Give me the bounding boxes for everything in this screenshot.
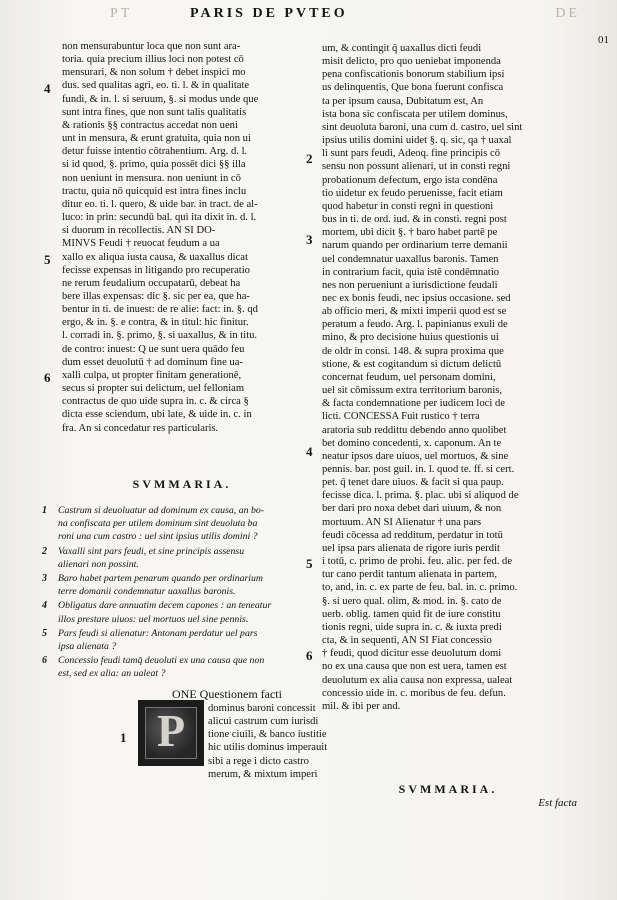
folio-number: 01: [598, 34, 609, 46]
text-line: mortuum. AN SI Alienatur † una pars: [322, 516, 482, 528]
text-line: & rationis §§ contractus accedat non ueni: [62, 119, 238, 131]
margin-number: 2: [306, 151, 313, 166]
text-line: ne rerum feudalium occupatarū, debeat ha: [62, 277, 241, 289]
text-line: tione ciuili, & banco iustitie: [208, 729, 327, 741]
text-line: si id quod, §. primo, quia possēt dici §§ illa: [62, 159, 246, 171]
text-line: ipsius utilis domini uidet §. q. sic, qa † uaxal: [322, 135, 512, 147]
text-line: non mensurabuntur loca que non sunt ara-: [62, 41, 241, 52]
text-line: fra. An si concedatur res particularis.: [62, 422, 219, 434]
summary-line: Obligatus dare annuatim decem capones : an teneatur: [58, 600, 272, 612]
text-line: alicui castrum cum iurisdi: [208, 716, 319, 728]
decorated-initial: [138, 700, 204, 766]
text-line: licti. CONCESSA Fuit rustico † terra: [322, 411, 480, 423]
text-line: dicta esse sciendum, ubi late, & uide in. c. in: [62, 409, 252, 421]
right-column-text: [322, 42, 574, 713]
header-right: DE: [555, 6, 580, 21]
text-line: in contrarium facit, quia istē condēmnatio: [322, 266, 500, 278]
running-header: [110, 6, 580, 26]
text-line: nec ex bonis feudi, nec ipsius occasione. sed: [322, 292, 511, 304]
text-line: de oldr in consi. 148. & supra proxima que: [322, 345, 504, 357]
catchword: Est facta: [538, 797, 577, 809]
text-line: to, and, in. c. ex parte de feu. bal. in. c. primo.: [322, 582, 518, 594]
text-line: tur cano perdit tantum alienata in partem,: [322, 569, 498, 581]
text-line: uel sit cōmissum extra territorium baronis,: [322, 385, 503, 397]
margin-number: 6: [44, 370, 51, 385]
text-line: xalli culpa, ut propter finitam generationē,: [62, 369, 242, 381]
summary-line: illos prestare uiuos: uel mortuos uel sine pennis.: [58, 613, 249, 625]
text-line: dominus baroni concessit: [208, 703, 316, 714]
text-line: dus. sed qualitas agri, eo. ti. l. & in qualitate: [62, 80, 250, 92]
text-line: tio uidetur ex feudo peruenisse, facit etiam: [322, 187, 503, 199]
text-line: ergo, & in. §. e contra, & in titul: hic finitur.: [62, 317, 249, 329]
text-line: misit delicto, pro quo ueniebat imponenda: [322, 56, 501, 68]
summary-line: alienari non possint.: [58, 558, 139, 570]
text-line: † feudi, quod dicitur esse deuolutum domi: [322, 648, 502, 660]
text-line: unt in mensura, & erunt gratuita, quia non ui: [62, 133, 251, 145]
text-line: deuolutum ex alia causa non expressa, ualeat: [322, 674, 513, 686]
text-line: narum quando per ordinarium terre demanii: [322, 240, 508, 252]
margin-number: 4: [306, 444, 313, 459]
summary-number: 4: [42, 600, 47, 612]
text-line: sibi a rege i dicto castro: [208, 755, 309, 767]
text-line: luco: in prin: secundū bal. qui ita dixit in. d. l.: [62, 212, 257, 224]
text-line: uel ipsa pars alienata de rigore iuris perdit: [322, 542, 500, 554]
opening-line: ONE Questionem facti: [172, 687, 282, 701]
text-line: non ueniunt in mensura. non ueniunt in cō: [62, 172, 241, 184]
text-line: §. si uero qual. olim, & mod. in. §. cato de: [322, 595, 502, 607]
text-line: nes non perueniunt a iurisdictione feudali: [322, 279, 498, 291]
text-line: li sunt pars feudi, Adeoq. fine principis cō: [322, 148, 500, 160]
margin-number: 1: [120, 730, 127, 745]
text-line: bus in ti. de ord. iud. & in consti. regni post: [322, 214, 507, 226]
summary-number: 6: [42, 655, 47, 667]
text-line: concessio uide in. c. moribus de feu. defun.: [322, 687, 506, 699]
left-column-text: [62, 40, 302, 435]
summary-number: 3: [42, 573, 47, 584]
text-line: neatur ipsos dare uiuos, uel mortuos, & sine: [322, 450, 509, 462]
summaria-heading-left: SVMMARIA.: [132, 477, 232, 491]
text-line: mensurari, & non solum † debet inspici mo: [62, 67, 246, 79]
text-line: ista bona sic confiscata per utilem dominus,: [322, 108, 508, 120]
text-line: pennis. bar. post guil. in. l. quod te. ff. si cert.: [322, 464, 515, 475]
summary-number: 2: [42, 545, 47, 557]
text-line: mino, & pro decisione huius questionis ui: [322, 332, 499, 344]
text-line: i totū, c. primo de prohi. feu. alic. per fed. de: [322, 556, 513, 568]
text-line: tractu, quia nō quicquid est intra fines inclu: [62, 185, 247, 197]
text-line: de contro: inuest: Q ue sunt uera quādo feu: [62, 343, 245, 355]
text-line: sint deuoluta baroni, una cum d. castro, uel sint: [322, 121, 523, 133]
text-line: mortem, ubi dicit §. † baro habet partē pe: [322, 227, 498, 239]
header-title: PARIS DE PVTEO: [190, 6, 348, 21]
text-line: xallo ex aliqua iusta causa, & uaxallus dicat: [62, 251, 248, 263]
text-line: peratum a feudo. Arg. l. papinianus exuli de: [322, 319, 508, 331]
text-line: us delinquentis, Que bona fuerunt confisca: [322, 82, 504, 94]
text-line: uerb. oblig. tamen quid fit de iure constitu: [322, 608, 501, 620]
text-line: toria. quia precium illius loci non potest cō: [62, 54, 244, 66]
margin-number: 4: [44, 81, 51, 96]
text-line: mil. & ibi per and.: [322, 700, 401, 712]
summaria-heading-right: SVMMARIA.: [398, 782, 498, 796]
text-line: aratoria sub reddittu debendo anno quolibet: [322, 424, 507, 436]
summary-line: Pars feudi si alienatur: Antonam perdatur uel pars: [58, 627, 258, 639]
text-line: quod habetur in consti regni in questioni: [322, 200, 494, 212]
text-line: si duorum in recollectis. AN SI DO-: [62, 225, 216, 237]
summary-number: 5: [42, 627, 47, 639]
text-line: secus si propter sui delictum, uel felloniam: [62, 383, 245, 395]
text-line: cta, & in sequenti, AN SI Fiat concessio: [322, 635, 492, 647]
text-line: & facta condemnatione per iudicem loci de: [322, 398, 505, 410]
text-line: fecisse expensas in litigando pro recuperatio: [62, 264, 250, 276]
text-line: ber dari pro noxa debet dari uiuum, & non: [322, 503, 502, 515]
summary-line: Concessio feudi tamq̄ deuoluti ex una causa que non: [58, 655, 265, 667]
text-line: sensu non possunt alienari, ut in consti regni: [322, 161, 511, 173]
margin-number: 5: [44, 252, 51, 267]
text-line: pena confiscationis bonorum stabilium ipsi: [322, 69, 505, 81]
text-line: hic utilis dominus imperauit: [208, 742, 328, 754]
text-line: bere illas expensas: dic §. sic per ea, que ha-: [62, 290, 250, 302]
initial-letter: P: [156, 705, 186, 756]
text-line: merum, & mixtum imperi: [208, 768, 318, 780]
text-line: sunt intra fines, que non sunt talis qualitatis: [62, 106, 247, 118]
text-line: MINVS Feudi † reuocat feudum a ua: [62, 238, 220, 250]
text-line: dum esset deuolutū † ad dominum fine ua-: [62, 356, 243, 368]
text-line: ta per ipsum causa, Dubitatum est, An: [322, 95, 484, 107]
text-line: probationum defectum, ergo ista condēna: [322, 174, 498, 186]
text-line: fundi, & in. l. si seruum, §. si modus unde que: [62, 93, 259, 105]
summary-line: na confiscata per utilem dominum sint deuoluta ba: [58, 518, 258, 530]
text-line: stione, & est cogitandum si dictum delictū: [322, 358, 502, 370]
header-left: PT: [110, 6, 133, 21]
margin-number: 5: [306, 556, 313, 571]
summary-line: est, sed ex alia: an ualeat ?: [58, 668, 166, 680]
summary-line: roni una cum castro : uel sint ipsius utilis domini ?: [58, 531, 258, 543]
summary-line: ipsa alienata ?: [58, 641, 117, 652]
text-line: um, & contingit q̄ uaxallus dicti feudi: [322, 43, 482, 54]
text-line: tionis regni, uide supra in. c. & iuxta predi: [322, 621, 502, 633]
text-line: bet domino concedenti, x. caponum. An te: [322, 437, 502, 449]
text-line: ab officio meri, & mixti imperii quod est se: [322, 306, 507, 318]
text-line: contractus de quo uide supra in. c. & circa §: [62, 396, 249, 408]
summary-line: Vaxalli sint pars feudi, et sine principis assensu: [58, 545, 245, 557]
opening-body: [208, 702, 328, 781]
text-line: pet. q̄ tenet dare uiuos. & facit si qua paup.: [322, 477, 504, 489]
text-line: bentur in ti. de inuest: de re alie: fact: in. §. qd: [62, 304, 258, 316]
text-line: detur fuisse intentio cōtrahentium. Arg. d. l.: [62, 146, 248, 158]
text-line: uel condemnatur uaxallus baronis. Tamen: [322, 253, 499, 265]
text-line: feudi cōcessa ad redditum, perdatur in totū: [322, 529, 503, 541]
text-line: fecisse dica. l. prima. §. plac. ubi si aliquod de: [322, 490, 519, 502]
summary-line: Baro habet partem penarum quando per ordinarium: [58, 573, 263, 584]
text-line: ditur eo. ti. l. quero, & uide bar. in tract. de al-: [62, 198, 258, 210]
summary-line: Castrum si deuoluatur ad dominum ex causa, an bo-: [58, 505, 264, 516]
summary-number: 1: [42, 505, 47, 516]
margin-number: 6: [306, 648, 313, 663]
text-line: l. corradi in. §. primo, §. si uaxallus, & in titu.: [62, 330, 258, 342]
text-line: no ex una causa que non est uera, tamen est: [322, 661, 507, 673]
text-line: concernat feudum, uel personam domini,: [322, 371, 496, 383]
summary-line: terre domanii condemnatur uaxallus baronis.: [58, 586, 236, 598]
margin-number: 3: [306, 232, 313, 247]
